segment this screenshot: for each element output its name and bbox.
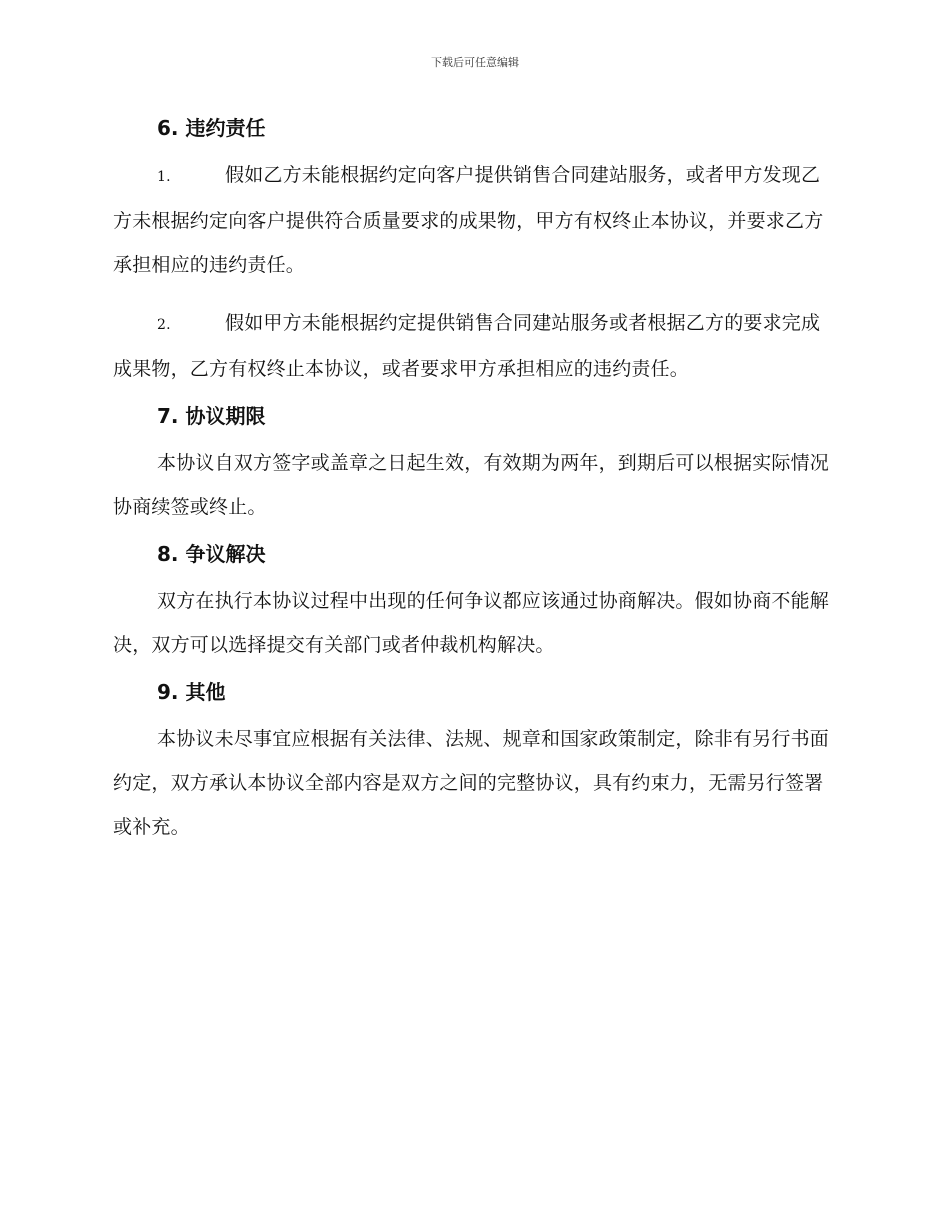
section-heading-dispute: 8. 争议解决: [157, 542, 266, 566]
item-text: 假如乙方未能根据约定向客户提供销售合同建站服务，或者甲方发现乙方未根据约定向客户提供符合质量要求的成果物，甲方有权终止本协议，并要求乙方承担相应的违约责任。: [113, 164, 824, 276]
breach-item-2: [113, 301, 833, 391]
item-number: 1.: [157, 169, 171, 185]
section-heading-other: 9. 其他: [157, 680, 226, 704]
document-body: [113, 112, 833, 849]
section-heading-term: 7. 协议期限: [157, 404, 266, 428]
breach-item-1: [113, 153, 833, 287]
term-paragraph: 本协议自双方签字或盖章之日起生效，有效期为两年，到期后可以根据实际情况协商续签或终止。: [113, 452, 830, 518]
item-number: 2.: [157, 317, 171, 333]
page-header-note: 下载后可任意编辑: [431, 56, 519, 69]
dispute-paragraph: 双方在执行本协议过程中出现的任何争议都应该通过协商解决。假如协商不能解决，双方可以选择提交有关部门或者仲裁机构解决。: [113, 590, 830, 656]
section-heading-breach: 6. 违约责任: [157, 116, 266, 140]
other-paragraph: 本协议未尽事宜应根据有关法律、法规、规章和国家政策制定，除非有另行书面约定，双方承认本协议全部内容是双方之间的完整协议，具有约束力，无需另行签署或补充。: [113, 728, 830, 838]
item-text: 假如甲方未能根据约定提供销售合同建站服务或者根据乙方的要求完成成果物，乙方有权终止本协议，或者要求甲方承担相应的违约责任。: [113, 312, 821, 380]
